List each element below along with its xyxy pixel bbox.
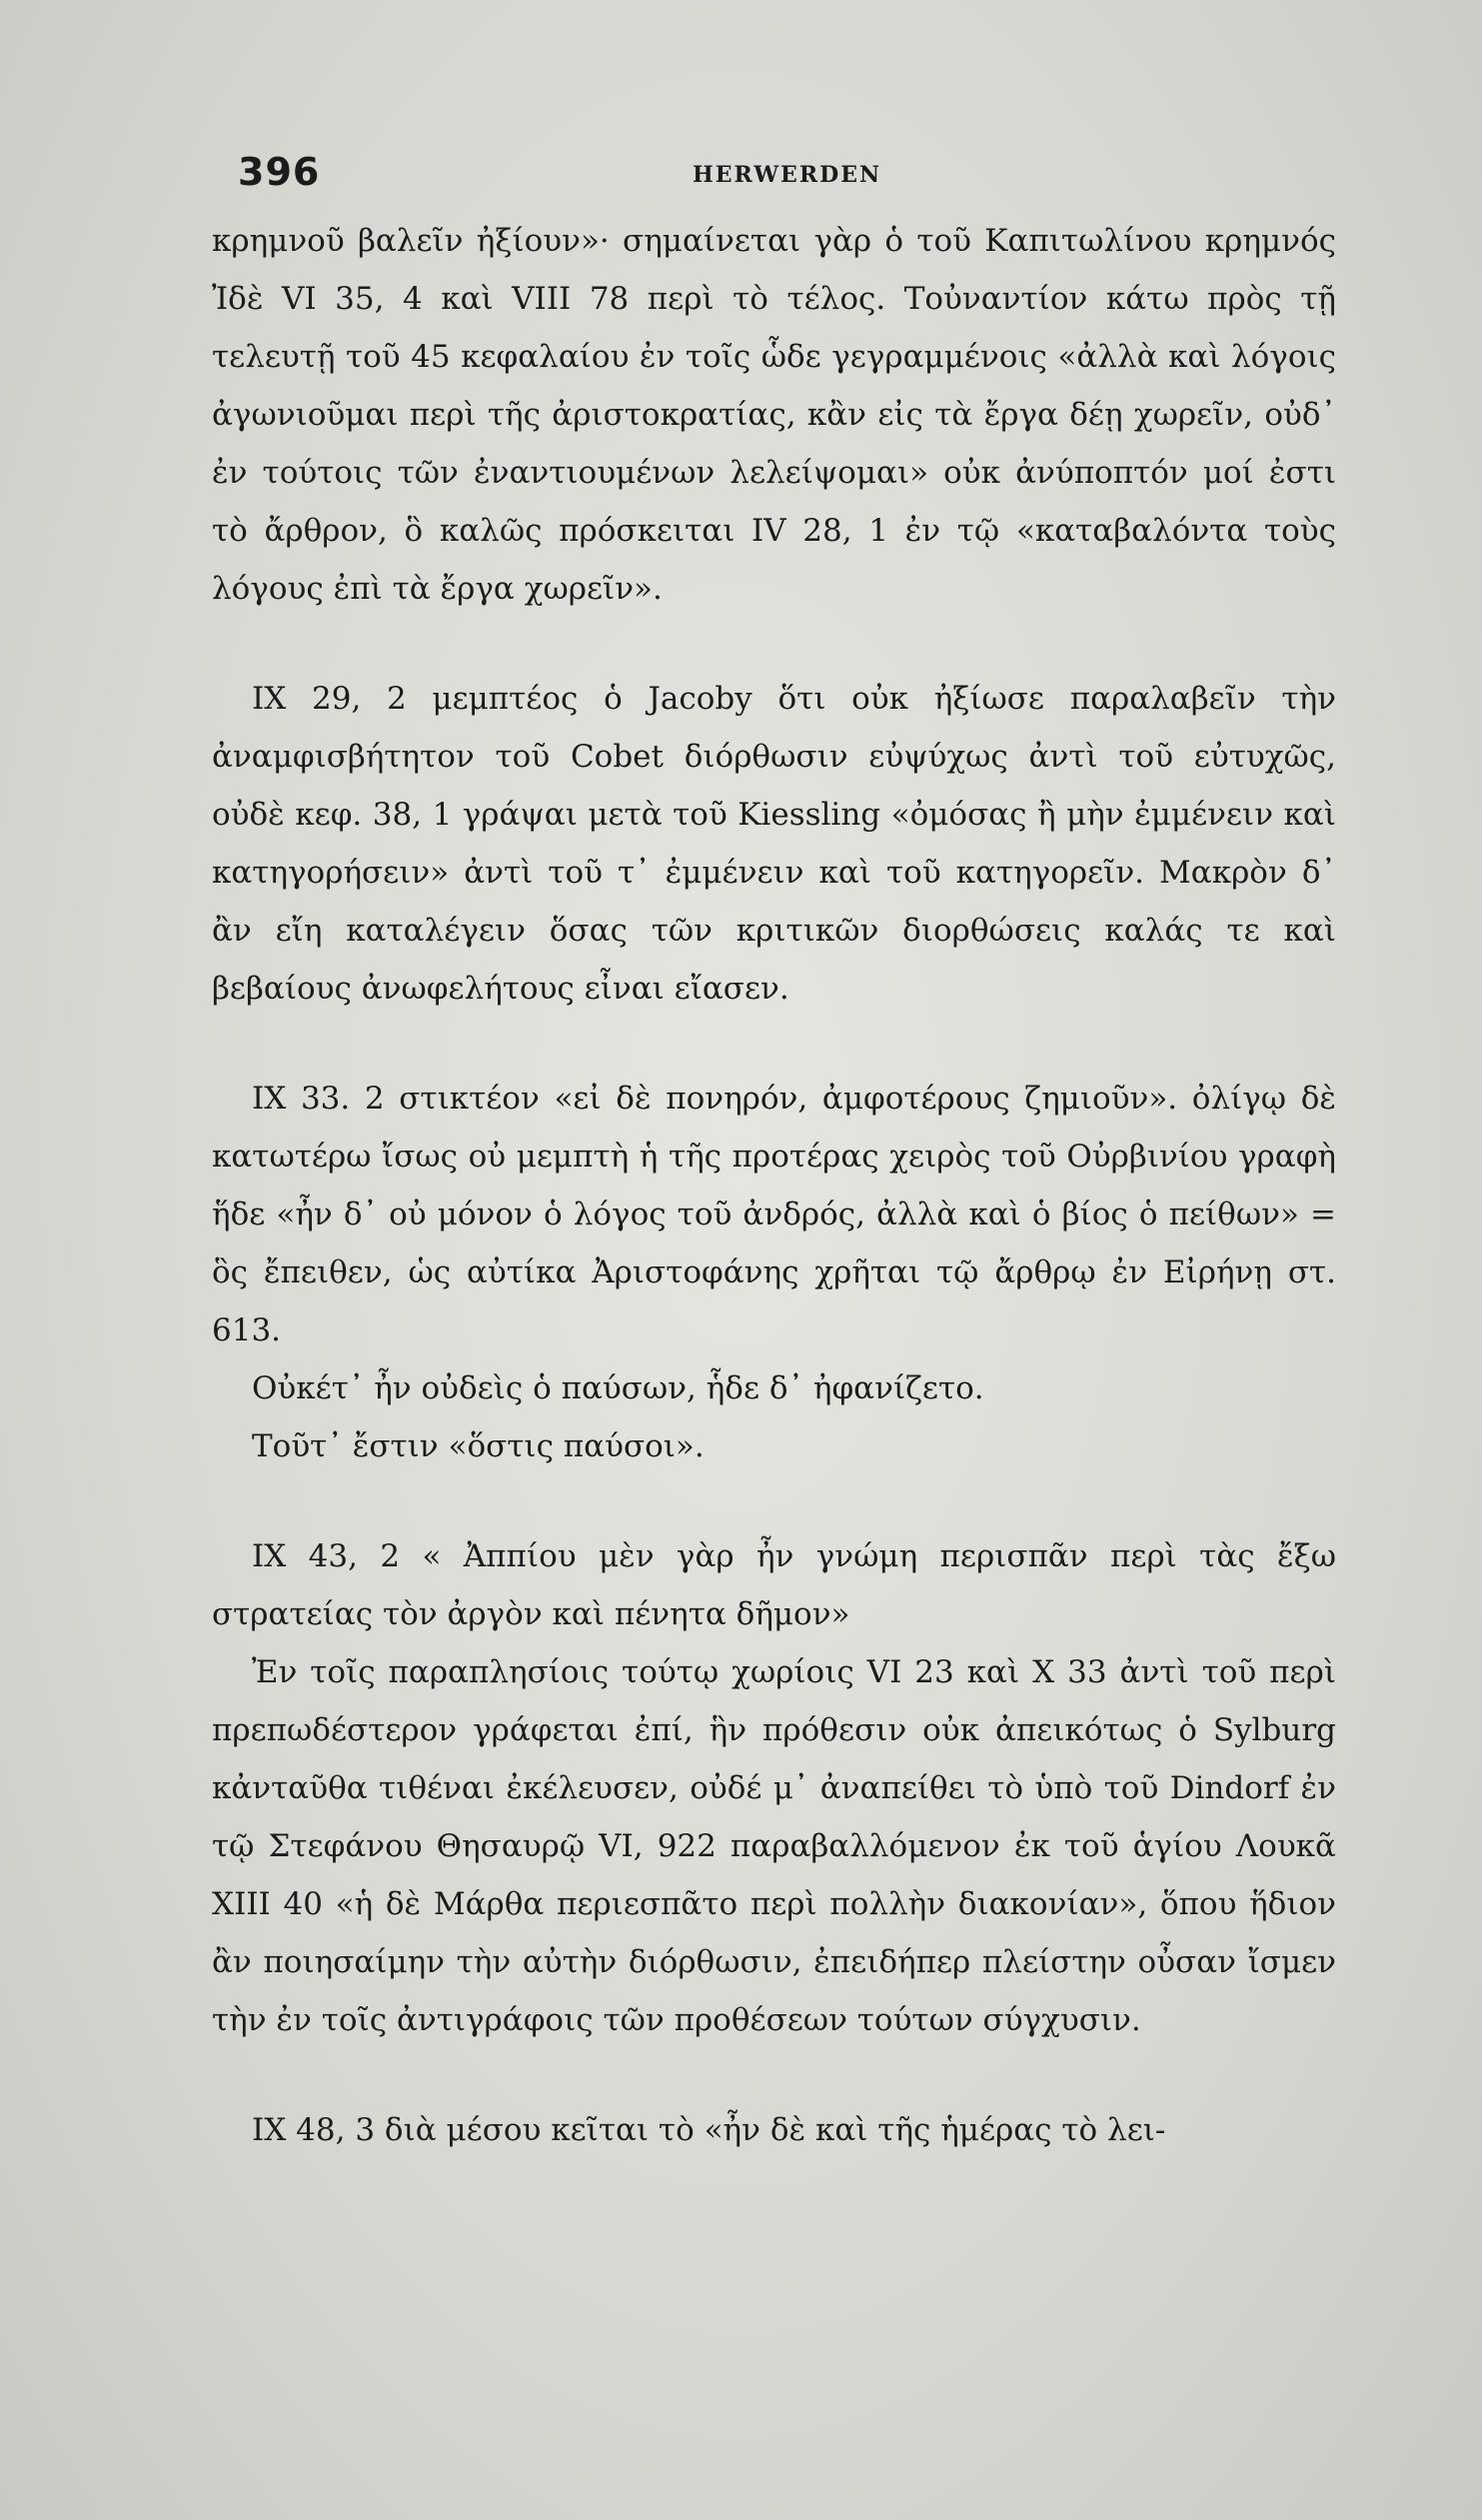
paragraph-continuation: κρημνοῦ βαλεῖν ἠξίουν»· σημαίνεται γὰρ ὁ τοῦ Καπιτωλίνου κρημνός Ἰδὲ VI 35, 4 καὶ VIII 78 περὶ τὸ τέλος. Τοὐναντίον κάτω πρὸς τῇ τελευτῇ τοῦ 45 κεφαλαίου ἐν τοῖς ὧδε γεγραμμένοις «ἀλλὰ καὶ λόγοις ἀγωνιοῦμαι περὶ τῆς ἀριστοκρατίας, κἂν εἰς τὰ ἔργα δέῃ χωρεῖν, οὐδ᾿ ἐν τούτοις τῶν ἐναντιουμένων λελείψομαι» οὐκ ἀνύποπτόν μοί ἐστι τὸ ἄρθρον, ὃ καλῶς πρόσκειται IV 28, 1 ἐν τῷ «καταβαλόντα τοὺς λόγους ἐπὶ τὰ ἔργα χωρεῖν».: [212, 223, 1336, 607]
paragraph-ix-43-comment: Ἐν τοῖς παραπλησίοις τούτῳ χωρίοις VI 23 καὶ X 33 ἀντὶ τοῦ περὶ πρεπωδέστερον γράφεται ἐπί, ἣν πρόθεσιν οὐκ ἀπεικότως ὁ Sylburg κἀνταῦθα τιθέναι ἐκέλευσεν, οὐδέ μ᾿ ἀναπείθει τὸ ὑπὸ τοῦ Dindorf ἐν τῷ Στεφάνου Θησαυρῷ VI, 922 παραβαλλόμενον ἐκ τοῦ ἁγίου Λουκᾶ XIII 40 «ἡ δὲ Μάρθα περιεσπᾶτο περὶ πολλὴν διακονίαν», ὅπου ἥδιον ἂν ποιησαίμην τὴν αὐτὴν διόρθωσιν, ἐπειδήπερ πλείστην οὖσαν ἴσμεν τὴν ἐν τοῖς ἀντιγράφοις τῶν προθέσεων τούτων σύγχυσιν.: [212, 1654, 1336, 2038]
quoted-verse: Οὐκέτ᾿ ἦν οὐδεὶς ὁ παύσων, ἧδε δ᾿ ἠφανίζετο.: [252, 1370, 984, 1406]
page-number: 396: [238, 150, 321, 194]
paragraph-ix-48: IX 48, 3 διὰ μέσου κεῖται τὸ «ἦν δὲ καὶ τῆς ἡμέρας τὸ λει-: [252, 2112, 1166, 2148]
running-head: HERWERDEN: [693, 162, 882, 188]
paragraph-ix-29: IX 29, 2 μεμπτέος ὁ Jacoby ὅτι οὐκ ἠξίωσε παραλαβεῖν τὴν ἀναμφισβήτητον τοῦ Cobet διόρθωσιν εὐψύχως ἀντὶ τοῦ εὐτυχῶς, οὐδὲ κεφ. 38, 1 γράψαι μετὰ τοῦ Kiessling «ὀμόσας ἢ μὴν ἐμμένειν καὶ κατηγορήσειν» ἀντὶ τοῦ τ᾿ ἐμμένειν καὶ τοῦ κατηγορεῖν. Μακρὸν δ᾿ ἂν εἴη καταλέγειν ὅσας τῶν κριτικῶν διορθώσεις καλάς τε καὶ βεβαίους ἀνωφελήτους εἶναι εἴασεν.: [212, 681, 1336, 1007]
quoted-verse-gloss: Τοῦτ᾿ ἔστιν «ὅστις παύσοι».: [252, 1428, 705, 1464]
body-text: [212, 212, 1336, 2159]
paragraph-ix-33: IX 33. 2 στικτέον «εἰ δὲ πονηρόν, ἀμφοτέρους ζημιοῦν». ὀλίγῳ δὲ κατωτέρω ἴσως οὐ μεμπτὴ ἡ τῆς προτέρας χειρὸς τοῦ Οὐρβινίου γραφὴ ἥδε «ἦν δ᾿ οὐ μόνον ὁ λόγος τοῦ ἀνδρός, ἀλλὰ καὶ ὁ βίος ὁ πείθων» = ὃς ἔπειθεν, ὡς αὐτίκα Ἀριστοφάνης χρῆται τῷ ἄρθρῳ ἐν Εἰρήνῃ στ. 613.: [212, 1081, 1336, 1348]
paragraph-ix-43-lemma: IX 43, 2 « Ἀππίου μὲν γὰρ ἦν γνώμη περισπᾶν περὶ τὰς ἔξω στρατείας τὸν ἀργὸν καὶ πένητα δῆμον»: [212, 1538, 1336, 1632]
page-header: [238, 150, 1317, 210]
